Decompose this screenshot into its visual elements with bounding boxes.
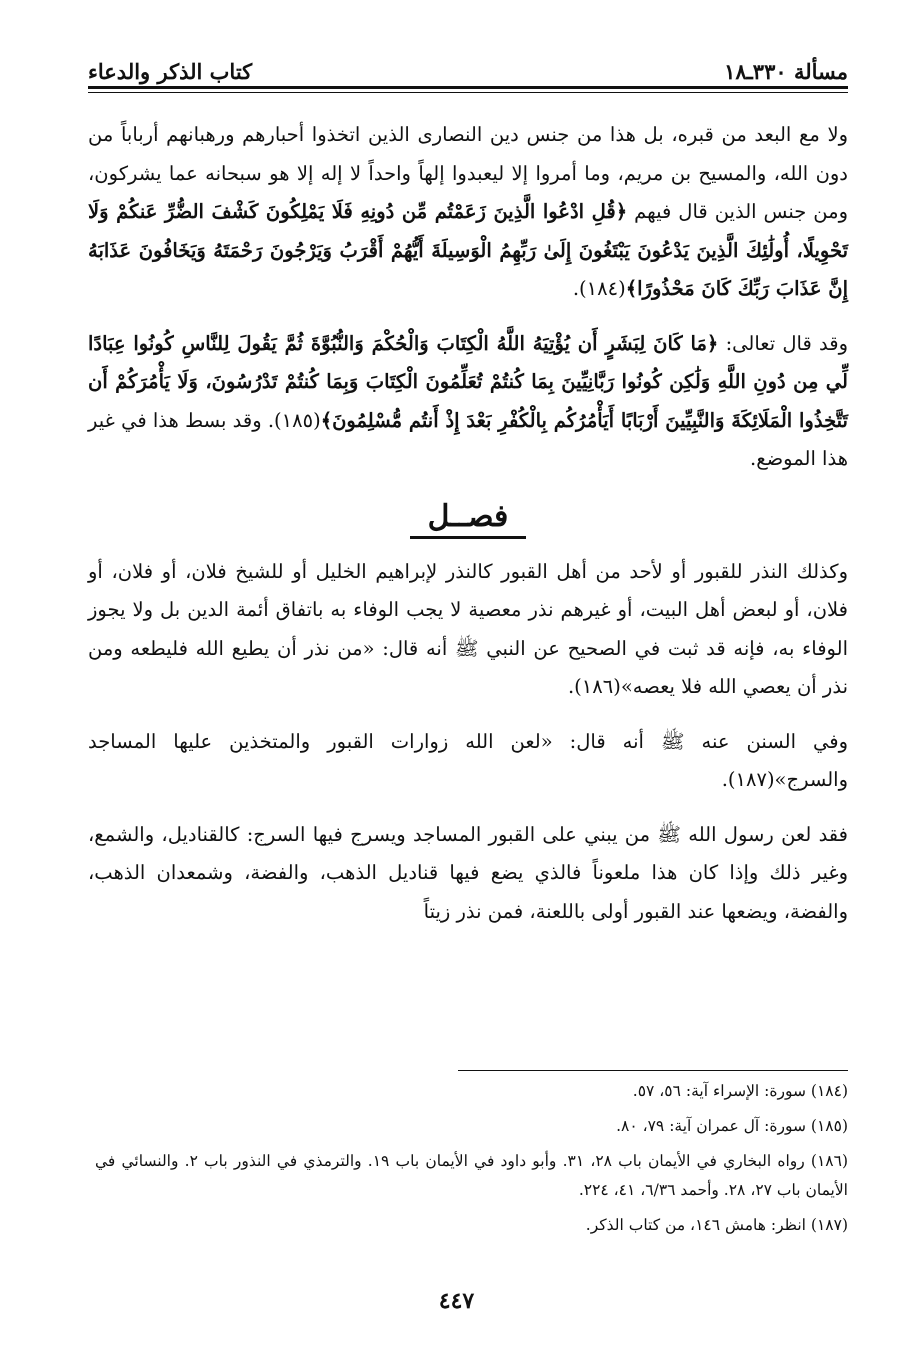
header-rule-thick — [88, 86, 848, 89]
section-title-text: فصــل — [410, 499, 527, 539]
paragraph-2-text: وقد قال تعالى: — [725, 331, 849, 355]
header-rule-thin — [88, 92, 848, 93]
paragraph-1-text: ولا مع البعد من قبره، بل هذا من جنس دين النصارى الذين اتخذوا أحبارهم ورهبانهم أرباباً من دون الله، والمسيح بن مريم، وما أمروا إلا ليعبدوا إلهاً واحداً لا إله إلا هو سبحانه عما يشركون، ومن جنس الذين قال فيهم — [88, 123, 848, 223]
paragraph-2-tail: (١٨٥). وقد بسط هذا في غير هذا الموضع. — [88, 408, 848, 470]
footnotes — [95, 1077, 848, 1246]
chapter-title: كتاب الذكر والدعاء — [88, 59, 253, 84]
paragraph-3: وكذلك النذر للقبور أو لأحد من أهل القبور كالنذر لإبراهيم الخليل أو للشيخ فلان، أو فلان، أو فلان، أو لبعض أهل البيت، أو غيرهم نذر معصية لا يجب الوفاء به باتفاق أئمة الدين بل ولا يجوز الوفاء به، فإنه قد ثبت في الصحيح عن النبي ﷺ أنه قال: «من نذر أن يطيع الله فليطعه ومن نذر أن يعصي الله فلا يعصه»(١٨٦). — [88, 559, 848, 698]
page-number: ٤٤٧ — [438, 1288, 475, 1314]
main-text — [88, 116, 848, 947]
paragraph-1 — [88, 116, 848, 309]
quran-verse-1: ﴿قُلِ ادْعُوا الَّذِينَ زَعَمْتُم مِّن دُونِهِ فَلَا يَمْلِكُونَ كَشْفَ الضُّرِّ عَنكُمْ وَلَا تَحْوِيلًا، أُولَٰئِكَ الَّذِينَ يَدْعُونَ يَبْتَغُونَ إِلَىٰ رَبِّهِمُ الْوَسِيلَةَ أَيُّهُمْ أَقْرَبُ وَيَرْجُونَ رَحْمَتَهُ وَيَخَافُونَ عَذَابَهُ إِنَّ عَذَابَ رَبِّكَ كَانَ مَحْذُورًا﴾ — [88, 200, 848, 300]
footnote-ref-184: (١٨٤). — [572, 277, 626, 300]
paragraph-5: فقد لعن رسول الله ﷺ من يبني على القبور المساجد ويسرج فيها السرج: كالقناديل، والشمع، وغير ذلك وإذا كان هذا ملعوناً فالذي يضع فيها قناديل الذهب، والفضة، وشمعدان الذهب، والفضة، ويضعها عند القبور أولى باللعنة، فمن نذر زيتاً — [88, 822, 848, 923]
footnote-186: (١٨٦) رواه البخاري في الأيمان باب ٢٨، ٣١. وأبو داود في الأيمان باب ١٩. والترمذي في النذور باب ٢. والنسائي في الأيمان باب ٢٧، ٢٨. وأحمد ٦/٣٦، ٤١، ٢٢٤. — [95, 1152, 848, 1199]
paragraph-4: وفي السنن عنه ﷺ أنه قال: «لعن الله زوارات القبور والمتخذين عليها المساجد والسرج»(١٨٧). — [88, 729, 848, 791]
section-title — [88, 495, 848, 539]
quran-verse-2: ﴿مَا كَانَ لِبَشَرٍ أَن يُؤْتِيَهُ اللَّهُ الْكِتَابَ وَالْحُكْمَ وَالنُّبُوَّةَ ثُمَّ يَقُولَ لِلنَّاسِ كُونُوا عِبَادًا لِّي مِن دُونِ اللَّهِ وَلَٰكِن كُونُوا رَبَّانِيِّينَ بِمَا كُنتُمْ تُعَلِّمُونَ الْكِتَابَ وَبِمَا كُنتُمْ تَدْرُسُونَ، وَلَا يَأْمُرَكُمْ أَن تَتَّخِذُوا الْمَلَائِكَةَ وَالنَّبِيِّينَ أَرْبَابًا أَيَأْمُرُكُم بِالْكُفْرِ بَعْدَ إِذْ أَنتُم مُّسْلِمُونَ﴾ — [88, 331, 848, 432]
footnote-185: (١٨٥) سورة: آل عمران آية: ٧٩، ٨٠. — [616, 1117, 848, 1135]
paragraph-2 — [88, 325, 848, 479]
issue-label: مسألة ٣٣٠ـ١٨ — [724, 59, 848, 84]
footnote-187: (١٨٧) انظر: هامش ١٤٦، من كتاب الذكر. — [585, 1216, 848, 1234]
running-header — [88, 50, 848, 84]
footnote-184: (١٨٤) سورة: الإسراء آية: ٥٦، ٥٧. — [632, 1082, 848, 1100]
footnote-separator — [458, 1070, 848, 1071]
